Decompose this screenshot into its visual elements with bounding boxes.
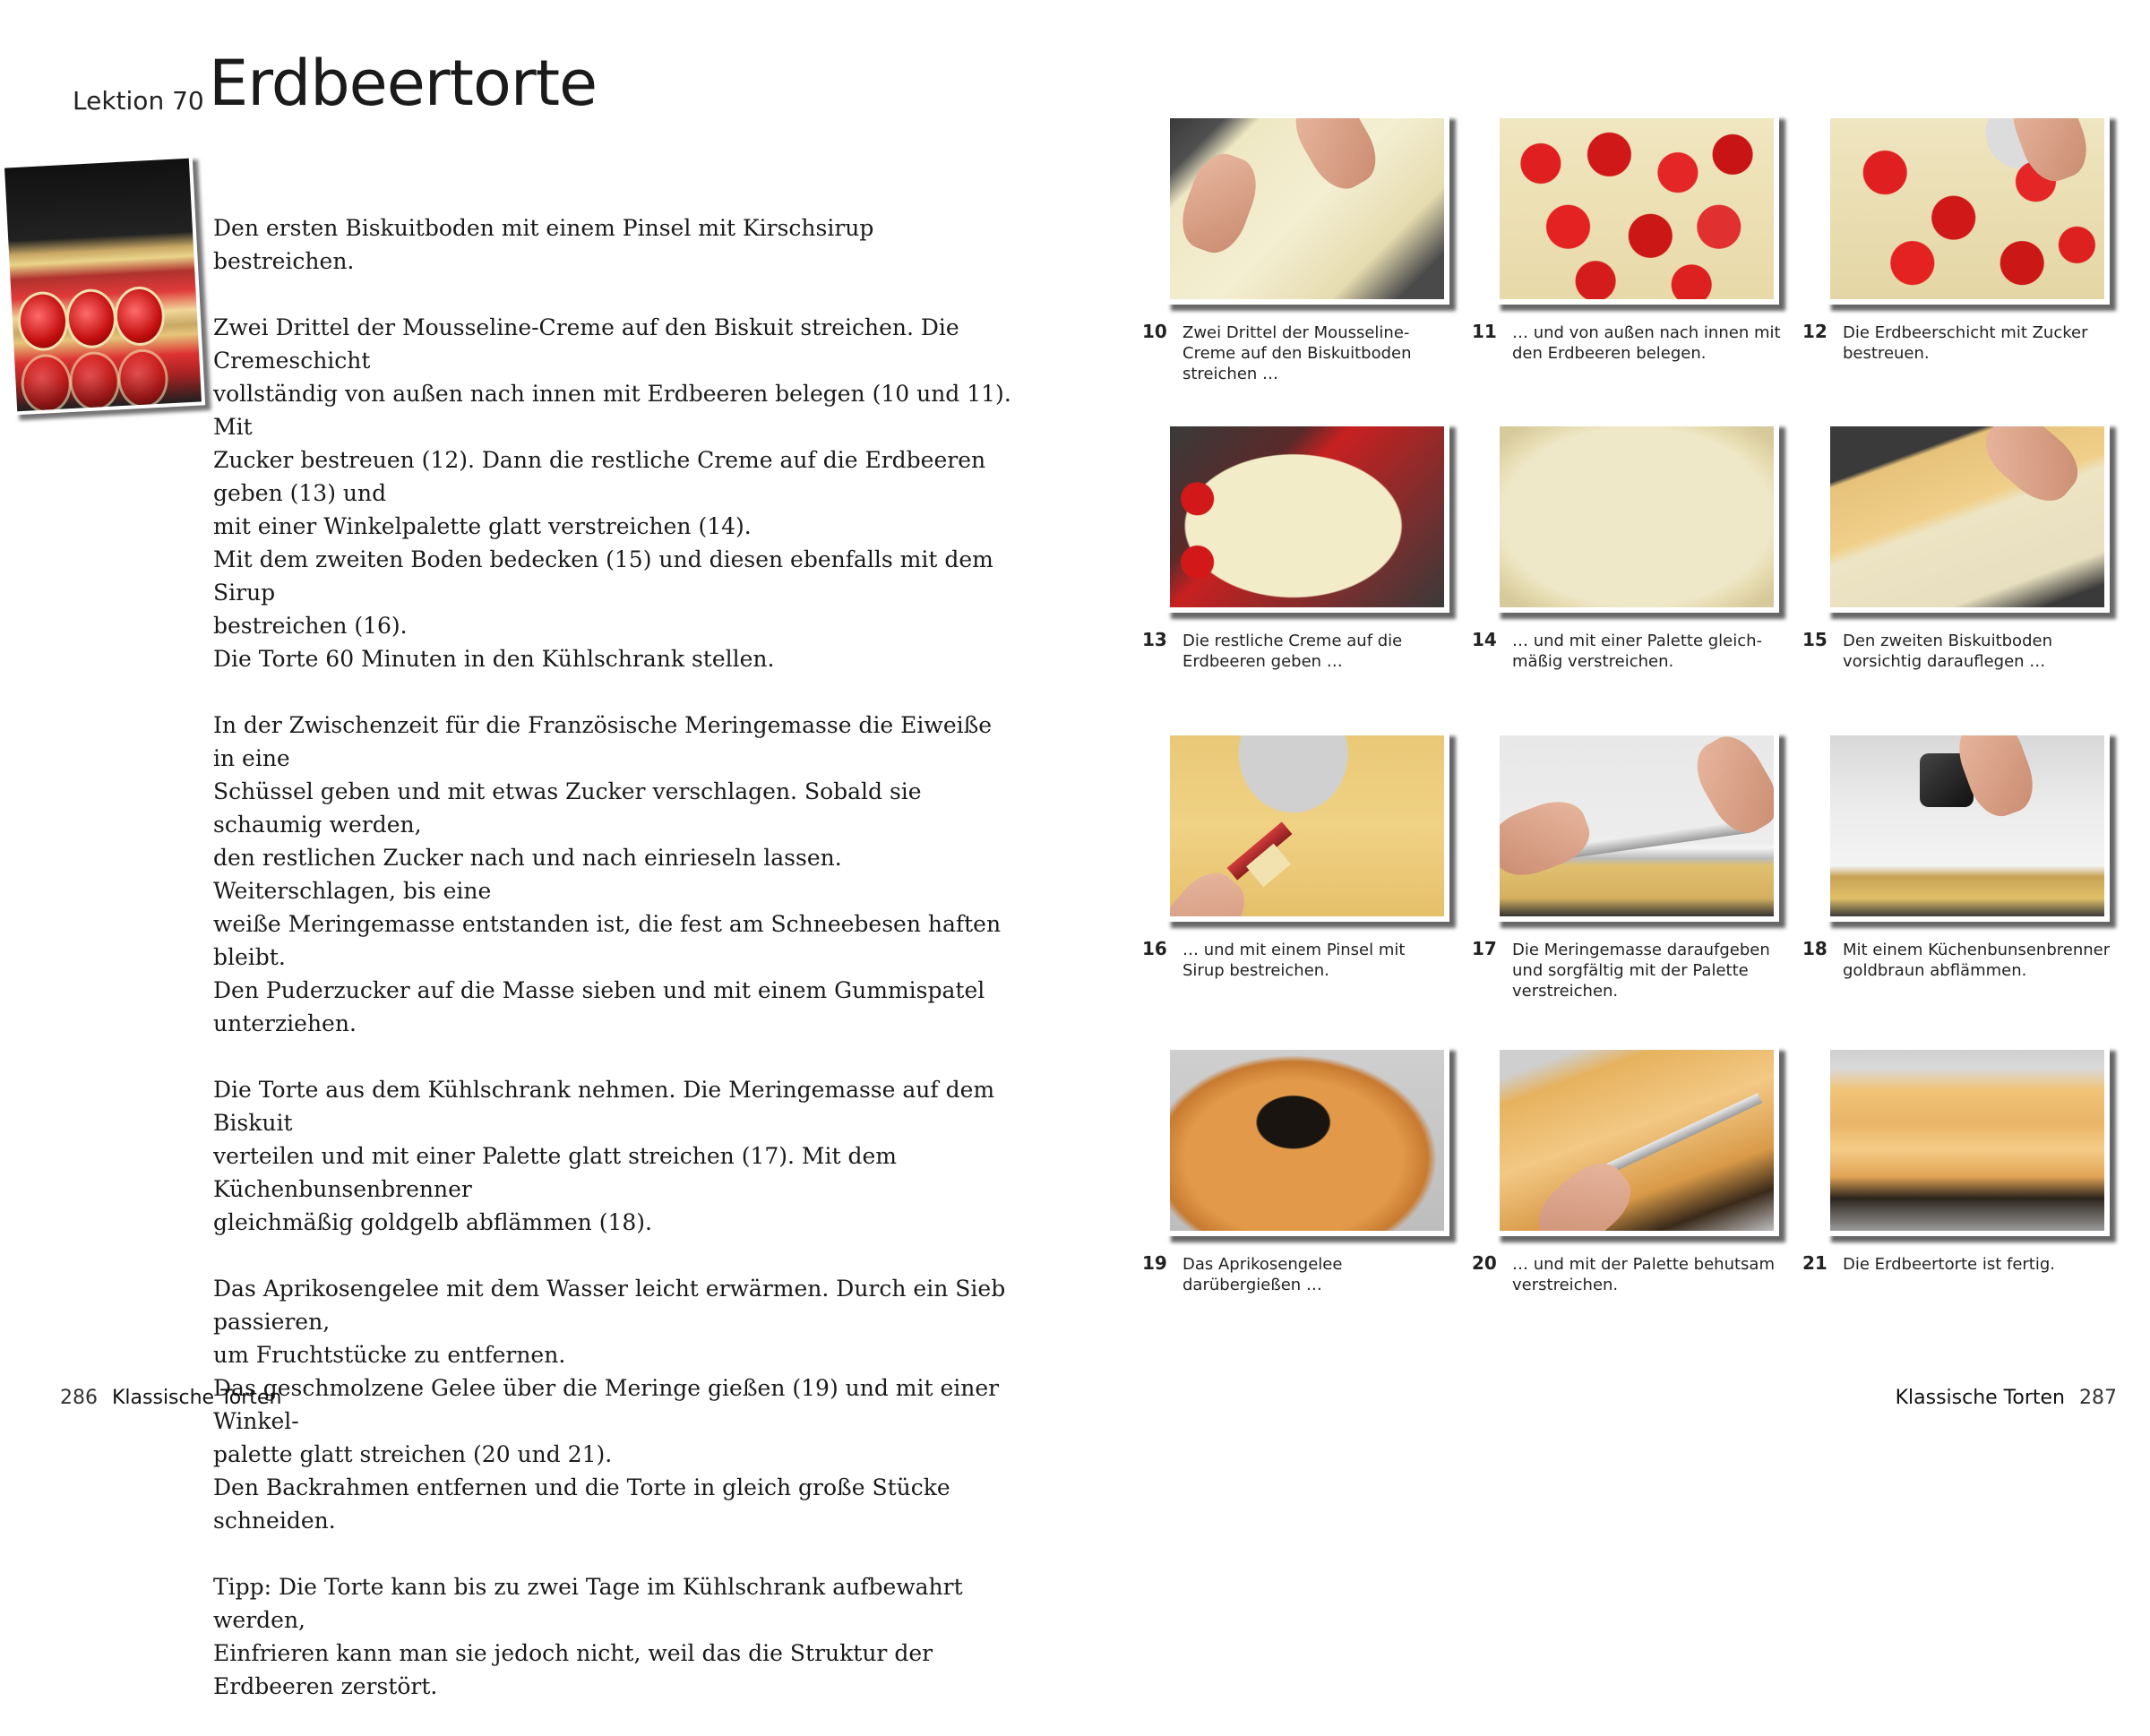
step-photo: [1494, 113, 1779, 305]
footer-left: [60, 1387, 281, 1409]
step-caption: Den zweiten Biskuitboden vorsichtig darauflegen …: [1843, 632, 2052, 671]
step-caption: Das Aprikosengelee darübergießen …: [1182, 1255, 1343, 1294]
step-number: 17: [1472, 938, 1497, 959]
step-caption: … und mit einer Palette gleich-mäßig verstreichen.: [1512, 632, 1763, 671]
step-photo: [1494, 421, 1779, 613]
lesson-label: Lektion 70: [73, 86, 204, 116]
footer-right: [1896, 1387, 2117, 1409]
paragraph: Den ersten Biskuitboden mit einem Pinsel mit Kirschsirup bestreichen.: [213, 215, 874, 274]
step-number: 14: [1472, 629, 1497, 650]
step-number: 12: [1802, 321, 1828, 342]
step-caption: … und mit der Palette behutsam verstreichen.: [1512, 1255, 1776, 1294]
step-number: 11: [1472, 321, 1497, 342]
paragraph: In der Zwischenzeit für die Französische Meringemasse die Eiweiße in eine Schüssel geben und mit etwas Zucker verschlagen. Sobald sie schaumig werden, den restlichen Zucker nach und nach einrieseln lassen. Weiterschlagen, bis eine weiße Meringemasse entstanden ist, die fest am Schneebesen haften bleibt. Den Puderzucker auf die Masse sieben und mit einem Gummispatel unterziehen.: [213, 712, 1002, 1036]
paragraph: Das Aprikosengelee mit dem Wasser leicht erwärmen. Durch ein Sieb passieren, um Fruchtstücke zu entfernen. Das geschmolzene Gelee über die Meringe gießen (19) und mit einer Winkel- palette glatt streichen (20 und 21). Den Backrahmen entfernen und die Torte in gleich große Stücke schneiden.: [213, 1276, 1006, 1534]
step-caption: … und von außen nach innen mit den Erdbeeren belegen.: [1512, 323, 1781, 363]
step-number: 13: [1142, 629, 1167, 650]
step-photo: [1825, 1044, 2110, 1236]
section-name: Klassische Torten: [112, 1387, 282, 1409]
step-caption: Die Erdbeertorte ist fertig.: [1843, 1255, 2056, 1274]
step-caption: Mit einem Küchenbunsenbrenner goldbraun abflämmen.: [1843, 941, 2111, 980]
step-caption: Die Erdbeerschicht mit Zucker bestreuen.: [1843, 323, 2088, 363]
page-number: 287: [2079, 1387, 2117, 1409]
paragraph: Die Torte aus dem Kühlschrank nehmen. Die Meringemasse auf dem Biskuit verteilen und mit einer Palette glatt streichen (17). Mit dem Küchenbunsenbrenner gleichmäßig goldgelb abflämmen (18).: [213, 1077, 995, 1235]
step-number: 16: [1142, 938, 1167, 959]
recipe-text: [213, 211, 1019, 1736]
step-photo: [1494, 730, 1779, 922]
paragraph: Tipp: Die Torte kann bis zu zwei Tage im Kühlschrank aufbewahrt werden, Einfrieren kann man sie jedoch nicht, weil das die Struktur der Erdbeeren zerstört.: [213, 1574, 963, 1699]
step-photo: [1165, 113, 1449, 305]
step-photo: [1494, 1044, 1779, 1236]
cake-thumbnail: [1, 155, 205, 416]
step-photo: [1825, 730, 2110, 922]
step-photo: [1165, 421, 1449, 613]
step-number: 19: [1142, 1252, 1167, 1274]
step-number: 21: [1802, 1252, 1828, 1274]
step-number: 10: [1142, 321, 1167, 342]
page-number: 286: [60, 1387, 98, 1409]
step-photo: [1165, 730, 1449, 922]
step-caption: Zwei Drittel der Mousseline-Creme auf den Biskuitboden streichen …: [1182, 323, 1412, 383]
step-photo: [1825, 113, 2110, 305]
section-name: Klassische Torten: [1895, 1387, 2065, 1409]
step-photo: [1165, 1044, 1449, 1236]
step-photo: [1825, 421, 2110, 613]
step-number: 15: [1802, 629, 1828, 650]
paragraph: Zwei Drittel der Mousseline-Creme auf den Biskuit streichen. Die Cremeschicht vollständig von außen nach innen mit Erdbeeren belegen (10 und 11). Mit Zucker bestreuen (12). Dann die restliche Creme auf die Erdbeeren geben (13) und mit einer Winkelpalette glatt verstreichen (14). Mit dem zweiten Boden bedecken (15) und diesen ebenfalls mit dem Sirup bestreichen (16). Die Torte 60 Minuten in den Kühlschrank stellen.: [213, 314, 1011, 672]
step-number: 20: [1472, 1252, 1497, 1274]
step-caption: … und mit einem Pinsel mit Sirup bestreichen.: [1182, 941, 1406, 980]
step-number: 18: [1802, 938, 1828, 959]
step-caption: Die restliche Creme auf die Erdbeeren geben …: [1182, 632, 1403, 671]
page-title: Erdbeertorte: [209, 47, 598, 120]
step-caption: Die Meringemasse daraufgeben und sorgfältig mit der Palette verstreichen.: [1512, 941, 1770, 1001]
